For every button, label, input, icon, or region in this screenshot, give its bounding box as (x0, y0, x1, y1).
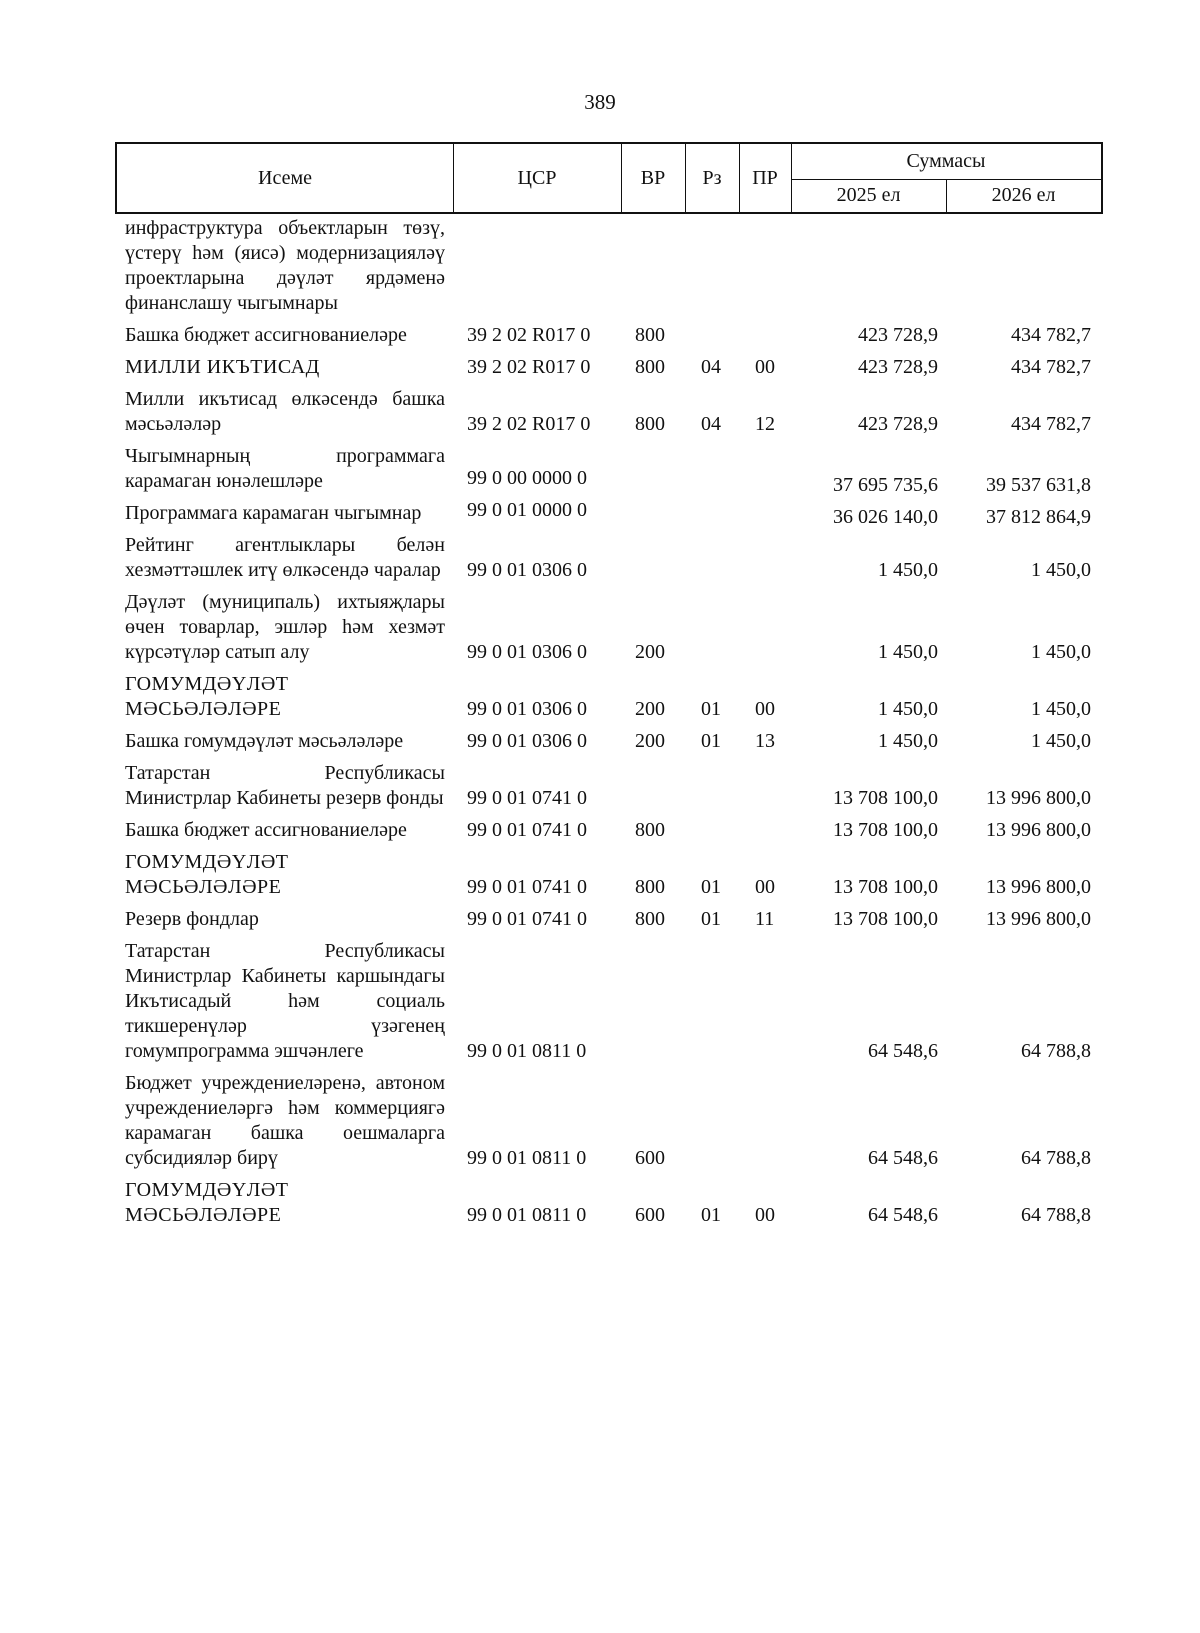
row-sum-2026: 13 996 800,0 (986, 876, 1091, 898)
table-row (115, 590, 1103, 665)
row-sum-2025: 64 548,6 (868, 1204, 938, 1226)
row-name: Башка гомумдәүләт мәсьәләләре (125, 730, 404, 752)
row-sum-2026: 1 450,0 (1031, 698, 1091, 720)
row-vr: 800 (635, 413, 665, 435)
row-name: ГОМУМДӘҮЛӘТ МӘСЬӘЛӘЛӘРЕ (125, 673, 289, 720)
row-sum-2026: 64 788,8 (1021, 1147, 1091, 1169)
row-csr: 99 0 01 0741 0 (467, 908, 587, 930)
row-csr: 99 0 01 0306 0 (467, 559, 587, 581)
row-vr: 800 (635, 324, 665, 346)
table-row (115, 729, 1103, 754)
row-name: Программага карамаган чыгымнар (125, 502, 422, 524)
row-csr: 99 0 01 0306 0 (467, 698, 587, 720)
table-row (115, 761, 1103, 811)
row-sum-2026: 13 996 800,0 (986, 908, 1091, 930)
row-name: Башка бюджет ассигнованиеләре (125, 819, 407, 841)
row-sum-2026: 1 450,0 (1031, 641, 1091, 663)
row-vr: 200 (635, 698, 665, 720)
table-row (115, 387, 1103, 437)
row-name: Дәүләт (муниципаль) ихтыяҗлары өчен товарлар, эшләр һәм хезмәт күрсәтүләр сатып алу (125, 591, 445, 663)
table-row (115, 907, 1103, 932)
row-csr: 39 2 02 R017 0 (467, 324, 591, 346)
row-name: Рейтинг агентлыклары белән хезмәттәшлек итү өлкәсендә чаралар (125, 534, 445, 581)
row-name: Чыгымнарның программага карамаган юнәлешләре (125, 445, 445, 492)
page-number: 389 (584, 90, 616, 114)
header-csr: ЦСР (517, 166, 557, 189)
table-row (115, 501, 1103, 526)
row-vr: 800 (635, 908, 665, 930)
row-csr: 99 0 01 0741 0 (467, 876, 587, 898)
table-row (115, 939, 1103, 1064)
row-pr: 00 (755, 356, 775, 378)
row-csr: 99 0 01 0741 0 (467, 787, 587, 809)
row-name: ГОМУМДӘҮЛӘТ МӘСЬӘЛӘЛӘРЕ (125, 1179, 289, 1226)
header-sums: Суммасы (906, 150, 986, 172)
table-row (115, 850, 1103, 900)
header-pr: ПР (752, 166, 778, 189)
header-vr: ВР (640, 166, 666, 189)
table-row (115, 444, 1103, 494)
row-csr: 99 0 01 0000 0 (467, 499, 587, 521)
table-row (115, 818, 1103, 843)
row-sum-2026: 64 788,8 (1021, 1040, 1091, 1062)
row-name: Бюджет учреждениеләренә, автоном учреждениеләргә һәм коммерциягә карамаган башка оешмаларга субсидияләр бирү (125, 1072, 445, 1169)
row-sum-2026: 1 450,0 (1031, 730, 1091, 752)
row-vr: 800 (635, 876, 665, 898)
row-vr: 200 (635, 641, 665, 663)
row-sum-2025: 13 708 100,0 (833, 908, 938, 930)
row-rz: 01 (701, 1204, 721, 1226)
table-row (115, 672, 1103, 722)
row-csr: 99 0 01 0741 0 (467, 819, 587, 841)
row-sum-2025: 1 450,0 (878, 641, 938, 663)
row-pr: 00 (755, 876, 775, 898)
row-sum-2025: 13 708 100,0 (833, 819, 938, 841)
row-pr: 00 (755, 1204, 775, 1226)
table-body (115, 216, 1103, 1235)
table-row (115, 533, 1103, 583)
row-name: инфраструктура объектларын төзү, үстерү һәм (яисә) модернизацияләү проектларына дәүләт ярдәменә финанслашу чыгымнары (125, 217, 445, 314)
row-sum-2025: 1 450,0 (878, 730, 938, 752)
table-row (115, 1071, 1103, 1171)
header-2026: 2026 ел (991, 184, 1056, 206)
row-sum-2026: 434 782,7 (1011, 413, 1091, 435)
row-sum-2025: 64 548,6 (868, 1147, 938, 1169)
row-csr: 99 0 01 0811 0 (467, 1147, 587, 1169)
row-name: Татарстан Республикасы Министрлар Кабинеты каршындагы Икътисадый һәм социаль тикшеренүләр үзәгенең гомумпрограмма эшчәнлеге (125, 940, 445, 1062)
row-sum-2025: 64 548,6 (868, 1040, 938, 1062)
table-row (115, 216, 1103, 316)
row-sum-2025: 37 695 735,6 (833, 474, 938, 496)
table-row (115, 1178, 1103, 1228)
table-header (115, 142, 1103, 214)
row-sum-2025: 423 728,9 (858, 324, 938, 346)
row-sum-2025: 423 728,9 (858, 356, 938, 378)
row-sum-2026: 37 812 864,9 (986, 506, 1091, 528)
header-2025: 2025 ел (836, 184, 901, 206)
row-rz: 04 (701, 356, 721, 378)
row-sum-2025: 1 450,0 (878, 698, 938, 720)
row-vr: 600 (635, 1147, 665, 1169)
row-sum-2026: 64 788,8 (1021, 1204, 1091, 1226)
row-name: МИЛЛИ ИКЪТИСАД (125, 356, 320, 378)
row-rz: 01 (701, 908, 721, 930)
row-rz: 01 (701, 876, 721, 898)
row-csr: 39 2 02 R017 0 (467, 356, 591, 378)
header-rz: Рз (702, 166, 722, 189)
row-sum-2026: 13 996 800,0 (986, 819, 1091, 841)
row-sum-2026: 39 537 631,8 (986, 474, 1091, 496)
row-vr: 800 (635, 356, 665, 378)
row-name: Резерв фондлар (125, 908, 259, 930)
row-sum-2026: 1 450,0 (1031, 559, 1091, 581)
row-sum-2025: 13 708 100,0 (833, 787, 938, 809)
row-csr: 99 0 01 0306 0 (467, 730, 587, 752)
row-name: Татарстан Республикасы Министрлар Кабинеты резерв фонды (125, 762, 445, 809)
row-sum-2026: 434 782,7 (1011, 324, 1091, 346)
row-sum-2025: 423 728,9 (858, 413, 938, 435)
row-pr: 11 (755, 908, 775, 930)
row-sum-2026: 434 782,7 (1011, 356, 1091, 378)
row-csr: 99 0 01 0811 0 (467, 1204, 587, 1226)
row-vr: 800 (635, 819, 665, 841)
table-row (115, 355, 1103, 380)
row-vr: 600 (635, 1204, 665, 1226)
row-csr: 39 2 02 R017 0 (467, 413, 591, 435)
row-sum-2026: 13 996 800,0 (986, 787, 1091, 809)
row-rz: 01 (701, 698, 721, 720)
row-csr: 99 0 01 0306 0 (467, 641, 587, 663)
row-vr: 200 (635, 730, 665, 752)
table-row (115, 323, 1103, 348)
header-name: Исеме (258, 166, 312, 189)
row-sum-2025: 13 708 100,0 (833, 876, 938, 898)
row-sum-2025: 1 450,0 (878, 559, 938, 581)
row-name: ГОМУМДӘҮЛӘТ МӘСЬӘЛӘЛӘРЕ (125, 851, 289, 898)
row-pr: 13 (755, 730, 775, 752)
row-name: Башка бюджет ассигнованиеләре (125, 324, 407, 346)
row-pr: 12 (755, 413, 775, 435)
row-sum-2025: 36 026 140,0 (833, 506, 938, 528)
row-csr: 99 0 00 0000 0 (467, 467, 587, 489)
row-rz: 04 (701, 413, 721, 435)
row-name: Милли икътисад өлкәсендә башка мәсьәләләр (125, 388, 445, 435)
row-csr: 99 0 01 0811 0 (467, 1040, 587, 1062)
row-pr: 00 (755, 698, 775, 720)
row-rz: 01 (701, 730, 721, 752)
